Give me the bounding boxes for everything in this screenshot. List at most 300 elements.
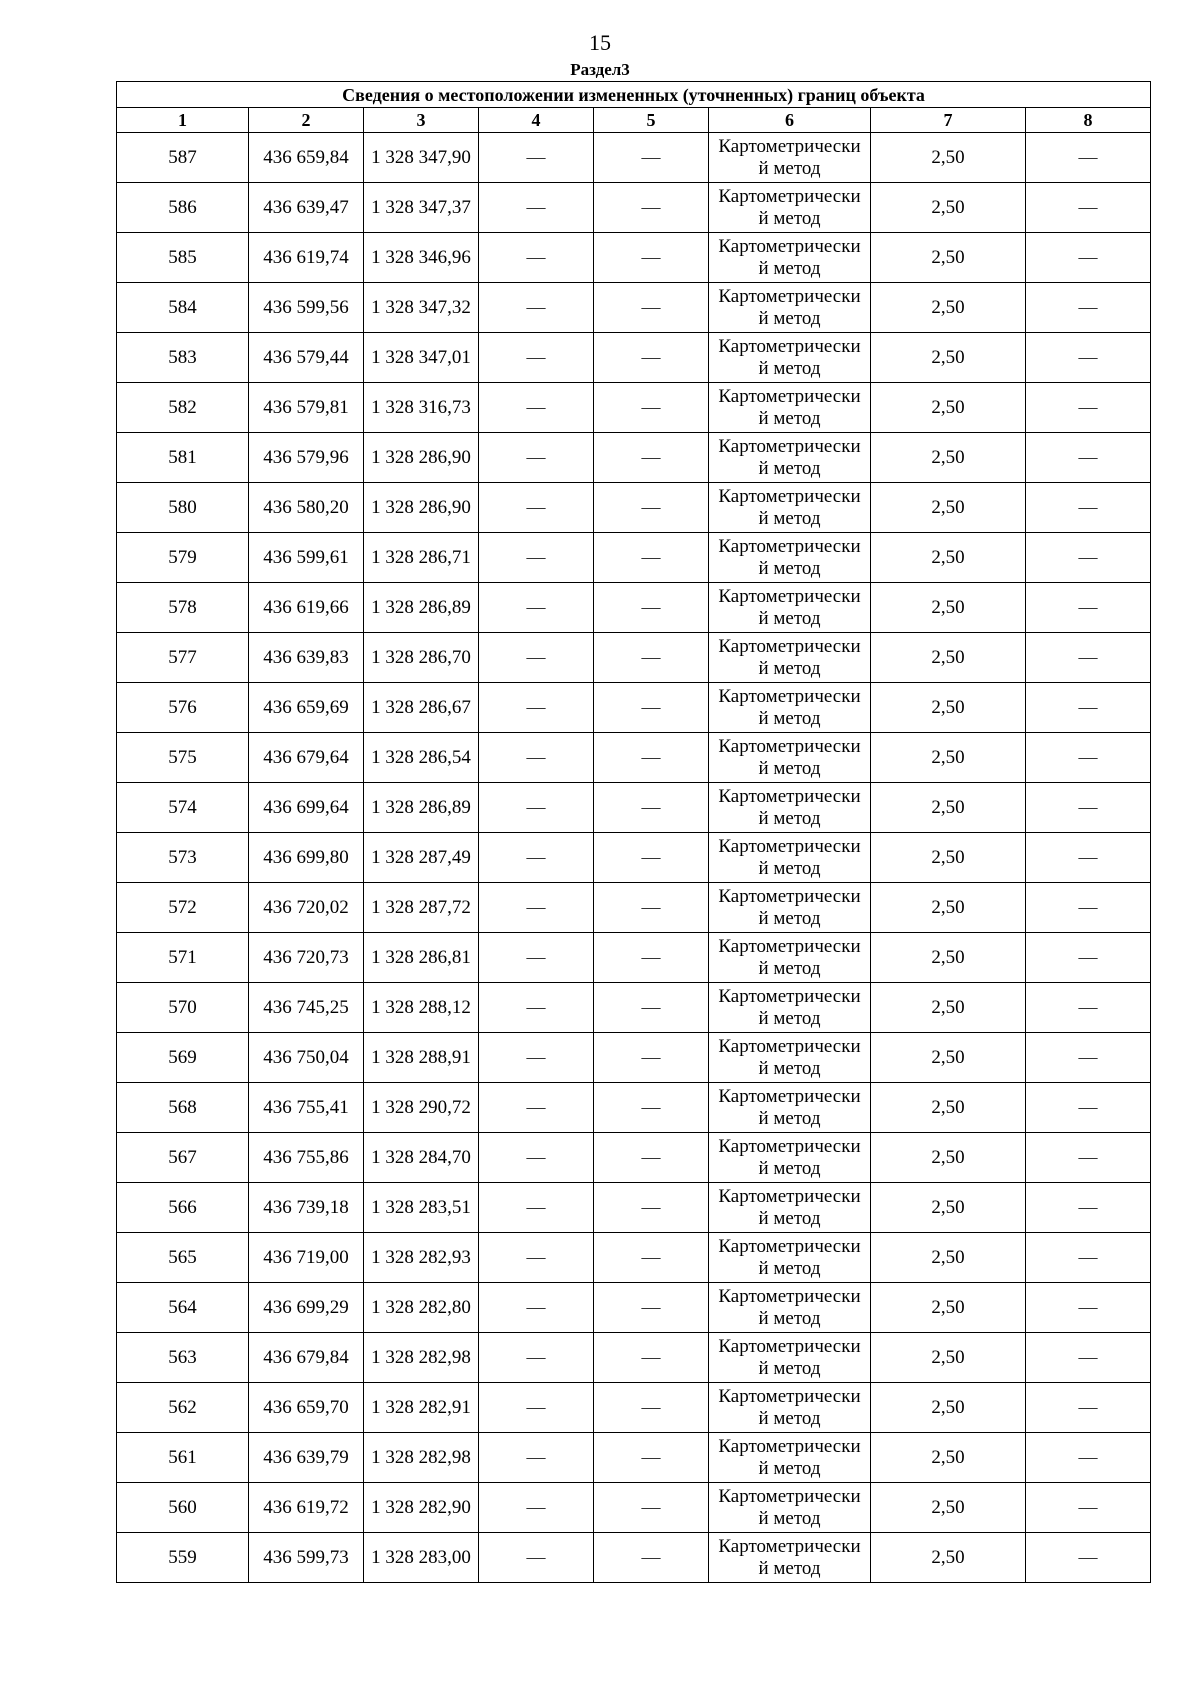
table-row (117, 1333, 1151, 1383)
y-coordinate-cell: 1 328 282,90 (364, 1483, 479, 1533)
method-text-line: Картометрически (718, 1035, 861, 1057)
column-5-cell: — (594, 333, 709, 383)
column-4-cell: — (479, 983, 594, 1033)
method-text-line: й метод (758, 607, 821, 629)
method-cell (709, 1333, 871, 1383)
column-5-cell: — (594, 1333, 709, 1383)
column-4-cell: — (479, 1233, 594, 1283)
accuracy-cell: 2,50 (871, 983, 1026, 1033)
point-number-cell: 567 (117, 1133, 249, 1183)
column-5-cell: — (594, 1033, 709, 1083)
accuracy-cell: 2,50 (871, 1383, 1026, 1433)
method-text-line: Картометрически (718, 1285, 861, 1307)
point-number-cell: 573 (117, 833, 249, 883)
x-coordinate-cell: 436 659,84 (249, 133, 364, 183)
method-text-line: й метод (758, 307, 821, 329)
x-coordinate-cell: 436 639,79 (249, 1433, 364, 1483)
x-coordinate-cell: 436 619,72 (249, 1483, 364, 1533)
method-text-line: й метод (758, 157, 821, 179)
x-coordinate-cell: 436 639,47 (249, 183, 364, 233)
column-8-cell: — (1026, 683, 1151, 733)
table-row (117, 833, 1151, 883)
method-cell (709, 733, 871, 783)
point-number-cell: 585 (117, 233, 249, 283)
method-text-line: й метод (758, 807, 821, 829)
accuracy-cell: 2,50 (871, 383, 1026, 433)
column-4-cell: — (479, 483, 594, 533)
point-number-cell: 575 (117, 733, 249, 783)
method-text-line: Картометрически (718, 1185, 861, 1207)
table-row (117, 1483, 1151, 1533)
y-coordinate-cell: 1 328 282,91 (364, 1383, 479, 1433)
column-4-cell: — (479, 1433, 594, 1483)
y-coordinate-cell: 1 328 347,37 (364, 183, 479, 233)
column-5-cell: — (594, 933, 709, 983)
method-text-line: Картометрически (718, 335, 861, 357)
method-text-line: й метод (758, 1357, 821, 1379)
method-text-line: Картометрически (718, 685, 861, 707)
column-number: 5 (594, 108, 709, 133)
column-5-cell: — (594, 133, 709, 183)
y-coordinate-cell: 1 328 286,71 (364, 533, 479, 583)
method-cell (709, 583, 871, 633)
method-text-line: й метод (758, 1107, 821, 1129)
y-coordinate-cell: 1 328 286,89 (364, 783, 479, 833)
column-4-cell: — (479, 1483, 594, 1533)
accuracy-cell: 2,50 (871, 783, 1026, 833)
method-text-line: й метод (758, 707, 821, 729)
column-4-cell: — (479, 433, 594, 483)
column-5-cell: — (594, 183, 709, 233)
method-text-line: й метод (758, 1407, 821, 1429)
point-number-cell: 561 (117, 1433, 249, 1483)
table-row (117, 1033, 1151, 1083)
method-text-line: Картометрически (718, 835, 861, 857)
column-8-cell: — (1026, 1333, 1151, 1383)
point-number-cell: 582 (117, 383, 249, 433)
column-8-cell: — (1026, 1433, 1151, 1483)
column-number: 4 (479, 108, 594, 133)
y-coordinate-cell: 1 328 288,12 (364, 983, 479, 1033)
column-4-cell: — (479, 733, 594, 783)
column-8-cell: — (1026, 1383, 1151, 1433)
y-coordinate-cell: 1 328 286,90 (364, 433, 479, 483)
method-cell (709, 483, 871, 533)
x-coordinate-cell: 436 580,20 (249, 483, 364, 533)
method-text-line: й метод (758, 1207, 821, 1229)
point-number-cell: 579 (117, 533, 249, 583)
point-number-cell: 565 (117, 1233, 249, 1283)
table-row (117, 533, 1151, 583)
method-cell (709, 983, 871, 1033)
y-coordinate-cell: 1 328 283,00 (364, 1533, 479, 1583)
column-4-cell: — (479, 1083, 594, 1133)
column-8-cell: — (1026, 1483, 1151, 1533)
y-coordinate-cell: 1 328 282,98 (364, 1433, 479, 1483)
column-5-cell: — (594, 1083, 709, 1133)
method-cell (709, 1383, 871, 1433)
table-row (117, 633, 1151, 683)
column-5-cell: — (594, 1433, 709, 1483)
accuracy-cell: 2,50 (871, 1333, 1026, 1383)
method-cell (709, 533, 871, 583)
x-coordinate-cell: 436 579,96 (249, 433, 364, 483)
x-coordinate-cell: 436 619,74 (249, 233, 364, 283)
table-row (117, 733, 1151, 783)
y-coordinate-cell: 1 328 347,32 (364, 283, 479, 333)
accuracy-cell: 2,50 (871, 1083, 1026, 1133)
method-cell (709, 383, 871, 433)
method-cell (709, 1233, 871, 1283)
column-8-cell: — (1026, 983, 1151, 1033)
table-row (117, 1233, 1151, 1283)
column-5-cell: — (594, 683, 709, 733)
column-5-cell: — (594, 1233, 709, 1283)
point-number-cell: 564 (117, 1283, 249, 1333)
y-coordinate-cell: 1 328 347,01 (364, 333, 479, 383)
column-8-cell: — (1026, 833, 1151, 883)
method-text-line: й метод (758, 1507, 821, 1529)
column-5-cell: — (594, 583, 709, 633)
method-cell (709, 133, 871, 183)
method-text-line: Картометрически (718, 185, 861, 207)
point-number-cell: 580 (117, 483, 249, 533)
y-coordinate-cell: 1 328 284,70 (364, 1133, 479, 1183)
point-number-cell: 572 (117, 883, 249, 933)
accuracy-cell: 2,50 (871, 533, 1026, 583)
column-number: 3 (364, 108, 479, 133)
column-4-cell: — (479, 333, 594, 383)
point-number-cell: 586 (117, 183, 249, 233)
point-number-cell: 581 (117, 433, 249, 483)
accuracy-cell: 2,50 (871, 1483, 1026, 1533)
method-text-line: Картометрически (718, 385, 861, 407)
x-coordinate-cell: 436 619,66 (249, 583, 364, 633)
column-4-cell: — (479, 583, 594, 633)
column-5-cell: — (594, 1483, 709, 1533)
column-8-cell: — (1026, 433, 1151, 483)
method-text-line: й метод (758, 657, 821, 679)
method-text-line: й метод (758, 407, 821, 429)
column-8-cell: — (1026, 383, 1151, 433)
point-number-cell: 562 (117, 1383, 249, 1433)
table-caption: Сведения о местоположении измененных (уточненных) границ объекта (117, 82, 1151, 108)
column-8-cell: — (1026, 1233, 1151, 1283)
column-5-cell: — (594, 1183, 709, 1233)
column-8-cell: — (1026, 783, 1151, 833)
method-text-line: й метод (758, 1007, 821, 1029)
section-title: Раздел3 (570, 60, 630, 79)
table-row (117, 1133, 1151, 1183)
y-coordinate-cell: 1 328 282,93 (364, 1233, 479, 1283)
table-row (117, 1433, 1151, 1483)
accuracy-cell: 2,50 (871, 1283, 1026, 1333)
y-coordinate-cell: 1 328 287,49 (364, 833, 479, 883)
method-text-line: Картометрически (718, 1385, 861, 1407)
column-5-cell: — (594, 1383, 709, 1433)
x-coordinate-cell: 436 599,73 (249, 1533, 364, 1583)
table-row (117, 1283, 1151, 1333)
x-coordinate-cell: 436 659,69 (249, 683, 364, 733)
method-cell (709, 1283, 871, 1333)
y-coordinate-cell: 1 328 282,98 (364, 1333, 479, 1383)
table-row (117, 983, 1151, 1033)
column-8-cell: — (1026, 533, 1151, 583)
column-number: 2 (249, 108, 364, 133)
column-4-cell: — (479, 383, 594, 433)
method-text-line: Картометрически (718, 1235, 861, 1257)
method-text-line: Картометрически (718, 435, 861, 457)
y-coordinate-cell: 1 328 286,54 (364, 733, 479, 783)
column-5-cell: — (594, 483, 709, 533)
column-5-cell: — (594, 533, 709, 583)
accuracy-cell: 2,50 (871, 1433, 1026, 1483)
method-text-line: й метод (758, 557, 821, 579)
accuracy-cell: 2,50 (871, 1533, 1026, 1583)
accuracy-cell: 2,50 (871, 1033, 1026, 1083)
x-coordinate-cell: 436 745,25 (249, 983, 364, 1033)
method-cell (709, 633, 871, 683)
method-text-line: й метод (758, 907, 821, 929)
method-text-line: Картометрически (718, 1135, 861, 1157)
method-text-line: Картометрически (718, 885, 861, 907)
x-coordinate-cell: 436 699,29 (249, 1283, 364, 1333)
column-8-cell: — (1026, 1083, 1151, 1133)
method-text-line: Картометрически (718, 785, 861, 807)
x-coordinate-cell: 436 679,64 (249, 733, 364, 783)
point-number-cell: 569 (117, 1033, 249, 1083)
method-text-line: Картометрически (718, 235, 861, 257)
y-coordinate-cell: 1 328 286,70 (364, 633, 479, 683)
column-8-cell: — (1026, 133, 1151, 183)
table-row (117, 133, 1151, 183)
x-coordinate-cell: 436 755,41 (249, 1083, 364, 1133)
column-4-cell: — (479, 633, 594, 683)
accuracy-cell: 2,50 (871, 433, 1026, 483)
point-number-cell: 570 (117, 983, 249, 1033)
method-text-line: Картометрически (718, 635, 861, 657)
table-row (117, 583, 1151, 633)
y-coordinate-cell: 1 328 316,73 (364, 383, 479, 433)
table-row (117, 183, 1151, 233)
method-text-line: й метод (758, 857, 821, 879)
column-5-cell: — (594, 733, 709, 783)
column-4-cell: — (479, 533, 594, 583)
point-number-cell: 571 (117, 933, 249, 983)
column-4-cell: — (479, 683, 594, 733)
point-number-cell: 578 (117, 583, 249, 633)
y-coordinate-cell: 1 328 282,80 (364, 1283, 479, 1333)
x-coordinate-cell: 436 719,00 (249, 1233, 364, 1283)
accuracy-cell: 2,50 (871, 633, 1026, 683)
column-number: 8 (1026, 108, 1151, 133)
x-coordinate-cell: 436 739,18 (249, 1183, 364, 1233)
point-number-cell: 577 (117, 633, 249, 683)
table-row (117, 1183, 1151, 1233)
table-row (117, 883, 1151, 933)
accuracy-cell: 2,50 (871, 483, 1026, 533)
table-row (117, 433, 1151, 483)
column-8-cell: — (1026, 933, 1151, 983)
column-8-cell: — (1026, 633, 1151, 683)
method-text-line: й метод (758, 957, 821, 979)
x-coordinate-cell: 436 699,80 (249, 833, 364, 883)
column-5-cell: — (594, 883, 709, 933)
column-number: 7 (871, 108, 1026, 133)
column-8-cell: — (1026, 1133, 1151, 1183)
method-text-line: Картометрически (718, 1335, 861, 1357)
method-text-line: й метод (758, 1157, 821, 1179)
y-coordinate-cell: 1 328 286,89 (364, 583, 479, 633)
column-8-cell: — (1026, 733, 1151, 783)
column-4-cell: — (479, 183, 594, 233)
y-coordinate-cell: 1 328 283,51 (364, 1183, 479, 1233)
x-coordinate-cell: 436 599,61 (249, 533, 364, 583)
accuracy-cell: 2,50 (871, 333, 1026, 383)
point-number-cell: 583 (117, 333, 249, 383)
column-4-cell: — (479, 283, 594, 333)
x-coordinate-cell: 436 755,86 (249, 1133, 364, 1183)
method-text-line: Картометрически (718, 135, 861, 157)
x-coordinate-cell: 436 750,04 (249, 1033, 364, 1083)
method-text-line: й метод (758, 757, 821, 779)
column-4-cell: — (479, 1283, 594, 1333)
column-8-cell: — (1026, 1283, 1151, 1333)
method-text-line: Картометрически (718, 985, 861, 1007)
method-cell (709, 1133, 871, 1183)
column-8-cell: — (1026, 283, 1151, 333)
accuracy-cell: 2,50 (871, 583, 1026, 633)
column-4-cell: — (479, 933, 594, 983)
y-coordinate-cell: 1 328 286,67 (364, 683, 479, 733)
y-coordinate-cell: 1 328 287,72 (364, 883, 479, 933)
accuracy-cell: 2,50 (871, 1233, 1026, 1283)
column-8-cell: — (1026, 583, 1151, 633)
method-cell (709, 1533, 871, 1583)
y-coordinate-cell: 1 328 286,81 (364, 933, 479, 983)
method-text-line: Картометрически (718, 1085, 861, 1107)
table-row (117, 283, 1151, 333)
table-row (117, 1533, 1151, 1583)
y-coordinate-cell: 1 328 290,72 (364, 1083, 479, 1133)
column-5-cell: — (594, 983, 709, 1033)
x-coordinate-cell: 436 720,02 (249, 883, 364, 933)
column-8-cell: — (1026, 233, 1151, 283)
method-text-line: Картометрически (718, 935, 861, 957)
column-5-cell: — (594, 283, 709, 333)
column-5-cell: — (594, 833, 709, 883)
point-number-cell: 560 (117, 1483, 249, 1533)
table-caption-row (117, 82, 1151, 108)
column-4-cell: — (479, 833, 594, 883)
column-4-cell: — (479, 133, 594, 183)
accuracy-cell: 2,50 (871, 283, 1026, 333)
method-text-line: Картометрически (718, 485, 861, 507)
method-text-line: й метод (758, 1457, 821, 1479)
method-cell (709, 433, 871, 483)
table-row (117, 933, 1151, 983)
column-number-row (117, 108, 1151, 133)
method-text-line: й метод (758, 457, 821, 479)
accuracy-cell: 2,50 (871, 833, 1026, 883)
table-row (117, 1383, 1151, 1433)
table-body (117, 133, 1151, 1583)
accuracy-cell: 2,50 (871, 733, 1026, 783)
method-cell (709, 233, 871, 283)
x-coordinate-cell: 436 720,73 (249, 933, 364, 983)
point-number-cell: 563 (117, 1333, 249, 1383)
method-cell (709, 1483, 871, 1533)
accuracy-cell: 2,50 (871, 1133, 1026, 1183)
page-number: 15 (589, 30, 611, 55)
method-cell (709, 683, 871, 733)
x-coordinate-cell: 436 599,56 (249, 283, 364, 333)
point-number-cell: 568 (117, 1083, 249, 1133)
method-text-line: й метод (758, 357, 821, 379)
x-coordinate-cell: 436 699,64 (249, 783, 364, 833)
column-5-cell: — (594, 383, 709, 433)
method-cell (709, 283, 871, 333)
point-number-cell: 584 (117, 283, 249, 333)
method-cell (709, 933, 871, 983)
column-number: 1 (117, 108, 249, 133)
boundary-table (116, 81, 1151, 1583)
method-text-line: Картометрически (718, 535, 861, 557)
method-text-line: й метод (758, 1057, 821, 1079)
table-row (117, 383, 1151, 433)
point-number-cell: 566 (117, 1183, 249, 1233)
column-4-cell: — (479, 1183, 594, 1233)
column-5-cell: — (594, 233, 709, 283)
method-text-line: Картометрически (718, 1435, 861, 1457)
method-text-line: й метод (758, 1557, 821, 1579)
method-text-line: Картометрически (718, 285, 861, 307)
method-cell (709, 1083, 871, 1133)
accuracy-cell: 2,50 (871, 133, 1026, 183)
column-4-cell: — (479, 883, 594, 933)
x-coordinate-cell: 436 639,83 (249, 633, 364, 683)
column-5-cell: — (594, 1533, 709, 1583)
x-coordinate-cell: 436 579,81 (249, 383, 364, 433)
column-8-cell: — (1026, 183, 1151, 233)
column-4-cell: — (479, 1033, 594, 1083)
table-row (117, 333, 1151, 383)
y-coordinate-cell: 1 328 346,96 (364, 233, 479, 283)
column-4-cell: — (479, 1533, 594, 1583)
point-number-cell: 576 (117, 683, 249, 733)
method-text-line: Картометрически (718, 1485, 861, 1507)
method-text-line: Картометрически (718, 1535, 861, 1557)
y-coordinate-cell: 1 328 347,90 (364, 133, 479, 183)
point-number-cell: 559 (117, 1533, 249, 1583)
column-5-cell: — (594, 433, 709, 483)
column-5-cell: — (594, 1133, 709, 1183)
method-cell (709, 1033, 871, 1083)
method-text-line: й метод (758, 1307, 821, 1329)
method-cell (709, 333, 871, 383)
accuracy-cell: 2,50 (871, 1183, 1026, 1233)
method-text-line: й метод (758, 257, 821, 279)
method-text-line: й метод (758, 207, 821, 229)
accuracy-cell: 2,50 (871, 683, 1026, 733)
y-coordinate-cell: 1 328 286,90 (364, 483, 479, 533)
table-row (117, 1083, 1151, 1133)
column-8-cell: — (1026, 333, 1151, 383)
column-4-cell: — (479, 233, 594, 283)
x-coordinate-cell: 436 579,44 (249, 333, 364, 383)
method-text-line: й метод (758, 1257, 821, 1279)
column-8-cell: — (1026, 1533, 1151, 1583)
